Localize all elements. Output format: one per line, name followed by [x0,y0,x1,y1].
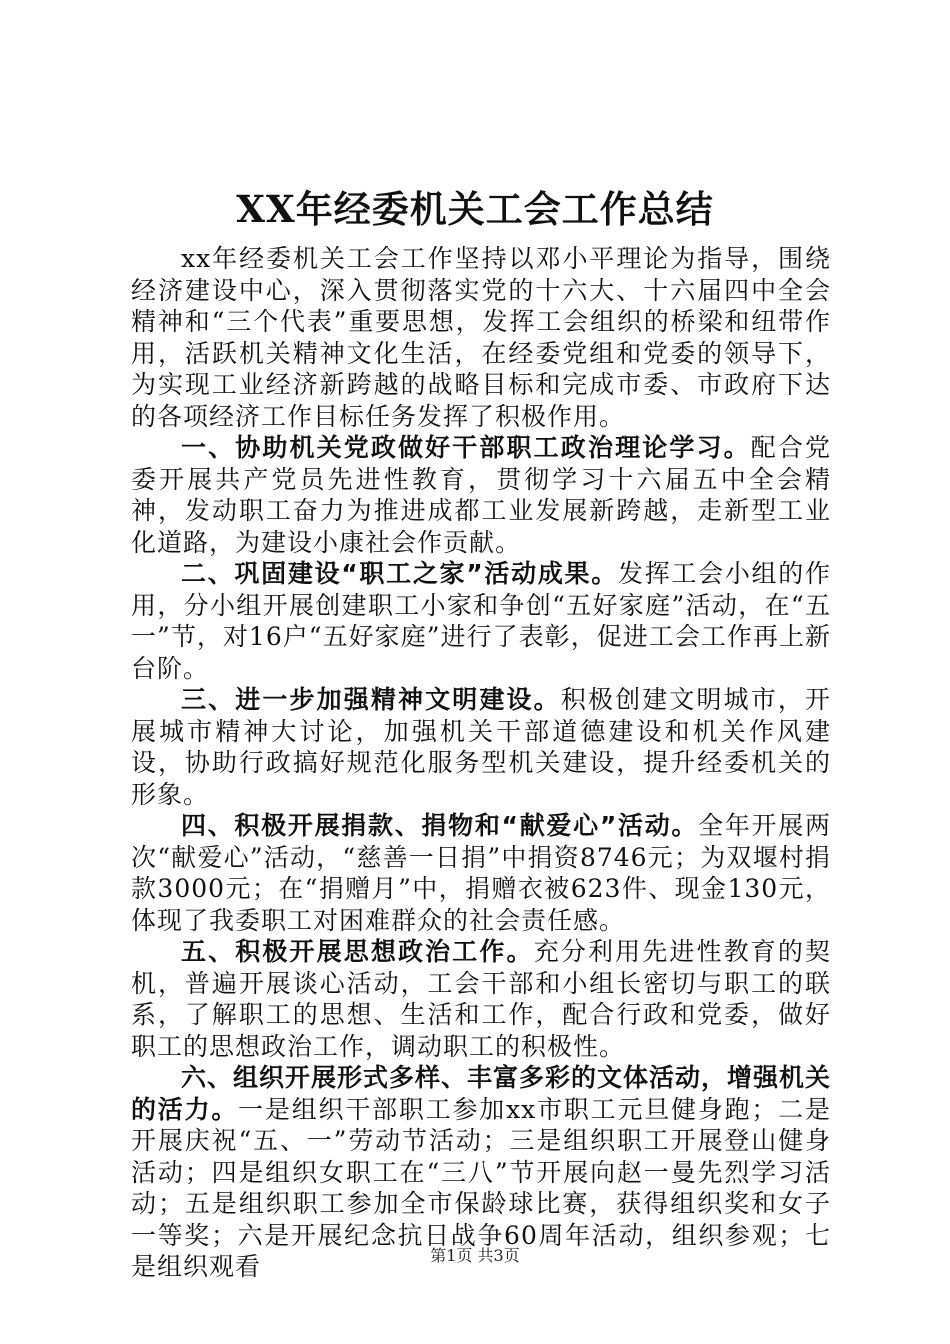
section-heading: 六、组织开展形式多样、丰富多彩的文体活动，增强机关的活力。 [131,1063,832,1124]
section-heading: 五、积极开展思想政治工作。 [181,937,534,966]
paragraph-text: 积极创建文明城市，开展城市精神大讨论，加强机关干部道德建设和机关作风建设，协助行政搞好规范化服务型机关建设，提升经委机关的形象。 [131,685,831,809]
paragraph-section-2 [131,558,831,684]
page-footer: 第1页 共3页 [430,1246,520,1265]
paragraph-text: 配合党委开展共产党员先进性教育，贯彻学习十六届五中全会精神，发动职工奋力为推进成都工业发展新跨越，走新型工业化道路，为建设小康社会作贡献。 [131,433,831,557]
paragraph-section-1 [131,432,831,558]
section-heading: 一、协助机关党政做好干部职工政治理论学习。 [181,433,751,462]
paragraph-intro [131,243,831,432]
section-heading: 四、积极开展捐款、捐物和“献爱心”活动。 [181,811,699,840]
paragraph-section-4 [131,810,831,936]
paragraph-section-5 [131,936,831,1062]
paragraph-section-3 [131,684,831,810]
paragraph-text: 发挥工会小组的作用，分小组开展创建职工小家和争创“五好家庭”活动，在“五一”节，对16户“五好家庭”进行了表彰，促进工会工作再上新台阶。 [131,559,831,683]
paragraph-text: 充分利用先进性教育的契机，普遍开展谈心活动，工会干部和小组长密切与职工的联系，了解职工的思想、生活和工作，配合行政和党委，做好职工的思想政治工作，调动职工的积极性。 [131,937,831,1061]
section-heading: 三、进一步加强精神文明建设。 [181,685,561,714]
paragraph-text: 全年开展两次“献爱心”活动，“慈善一日捐”中捐资8746元；为双堰村捐款3000元；在“捐赠月”中，捐赠衣被623件、现金130元，体现了我委职工对困难群众的社会责任感。 [131,811,831,935]
paragraph-text: xx年经委机关工会工作坚持以邓小平理论为指导，围绕经济建设中心，深入贯彻落实党的十六大、十六届四中全会精神和“三个代表”重要思想，发挥工会组织的桥梁和纽带作用，活跃机关精神文化生活，在经委党组和党委的领导下，为实现工业经济新跨越的战略目标和完成市委、市政府下达的各项经济工作目标任务发挥了积极作用。 [131,244,831,431]
paragraph-text: 一是组织干部职工参加xx市职工元旦健身跑；二是开展庆祝“五、一”劳动节活动；三是组织职工开展登山健身活动；四是组织女职工在“三八”节开展向赵一曼先烈学习活动；五是组织职工参加全市保龄球比赛，获得组织奖和女子一等奖；六是开展纪念抗日战争60周年活动，组织参观；七是组织观看 [131,1094,831,1281]
section-heading: 二、巩固建设“职工之家”活动成果。 [181,559,618,588]
document-title: XX年经委机关工会工作总结 [236,187,714,231]
document-body [131,243,831,1283]
